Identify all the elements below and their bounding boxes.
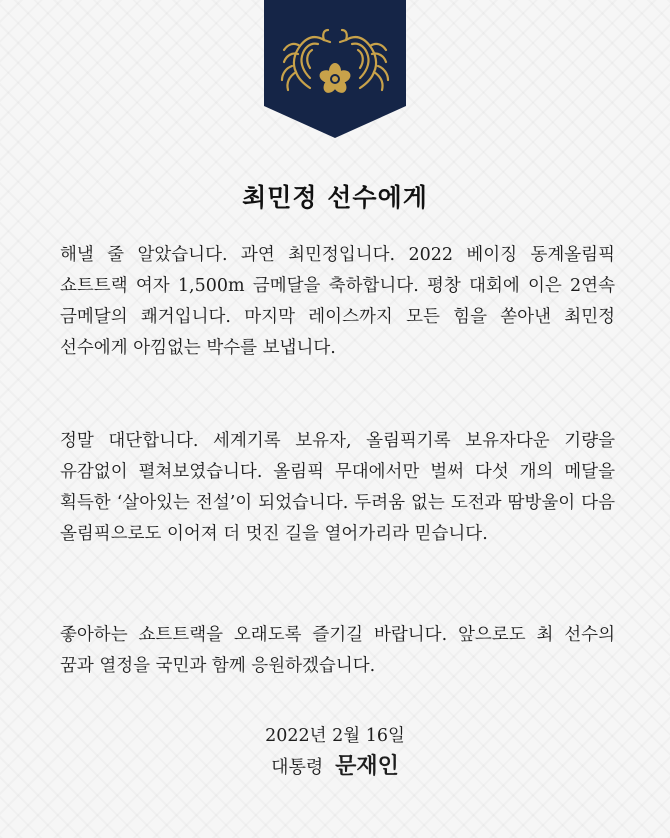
signature-title: 대통령 [271, 757, 324, 778]
presidential-emblem-icon [264, 0, 406, 138]
letter-paragraph-2: 정말 대단합니다. 세계기록 보유자, 올림픽기록 보유자다운 기량을 유감없이 펼쳐보였습니다. 올림픽 무대에서만 벌써 다섯 개의 메달을 획득한 ‘살아있는 전설’이 되었습니다. 두려움 없는 도전과 땀방울이 다음 올림픽으로도 이어져 더 멋진 길을 열어가리라 믿습니다. [60, 431, 615, 544]
signature-name: 문재인 [335, 754, 399, 779]
letter-paragraph-1: 해낼 줄 알았습니다. 과연 최민정입니다. 2022 베이징 동계올림픽 쇼트트랙 여자 1,500m 금메달을 축하합니다. 평창 대회에 이은 2연속 금메달의 쾌거입니다. 마지막 레이스까지 모든 힘을 쏟아낸 최민정 선수에게 아낌없는 박수를 보냅니다. [60, 245, 615, 358]
presidential-emblem-banner [264, 0, 406, 138]
letter-paragraph-3: 좋아하는 쇼트트랙을 오래도록 즐기길 바랍니다. 앞으로도 최 선수의 꿈과 열정을 국민과 함께 응원하겠습니다. [60, 625, 615, 676]
signature-block [0, 752, 670, 783]
letter-title: 최민정 선수에게 [242, 183, 428, 212]
letter-date: 2022년 2월 16일 [265, 726, 405, 746]
